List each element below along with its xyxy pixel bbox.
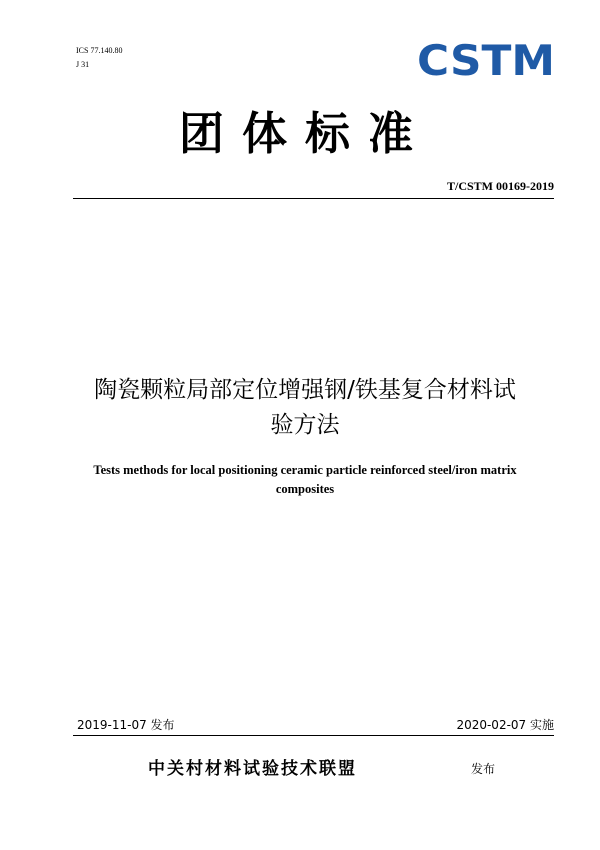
cstm-logo-text: CSTM (417, 40, 555, 80)
chinese-title (60, 373, 550, 443)
ics-code: ICS 77.140.80 (76, 46, 123, 55)
footer-divider (73, 735, 554, 736)
classification-code: J 31 (76, 60, 90, 69)
publish-label: 发布 (471, 762, 496, 776)
standard-type-heading: 团体标准 (178, 107, 431, 160)
english-title-line-1: Tests methods for local positioning ceramic particle reinforced steel/iron matrix (93, 463, 517, 477)
implementation-date: 2020-02-07 实施 (456, 718, 554, 732)
chinese-title-line-2: 验方法 (270, 412, 340, 438)
cstm-logo (417, 40, 555, 80)
english-title-line-2: composites (275, 482, 335, 496)
chinese-title-line-1: 陶瓷颗粒局部定位增强钢/铁基复合材料试 (94, 377, 516, 403)
standard-number: T/CSTM 00169-2019 (446, 179, 554, 193)
header-divider (73, 198, 554, 199)
issue-date: 2019-11-07 发布 (77, 718, 175, 732)
english-title (60, 461, 550, 499)
publisher-name: 中关村材料试验技术联盟 (148, 759, 357, 779)
